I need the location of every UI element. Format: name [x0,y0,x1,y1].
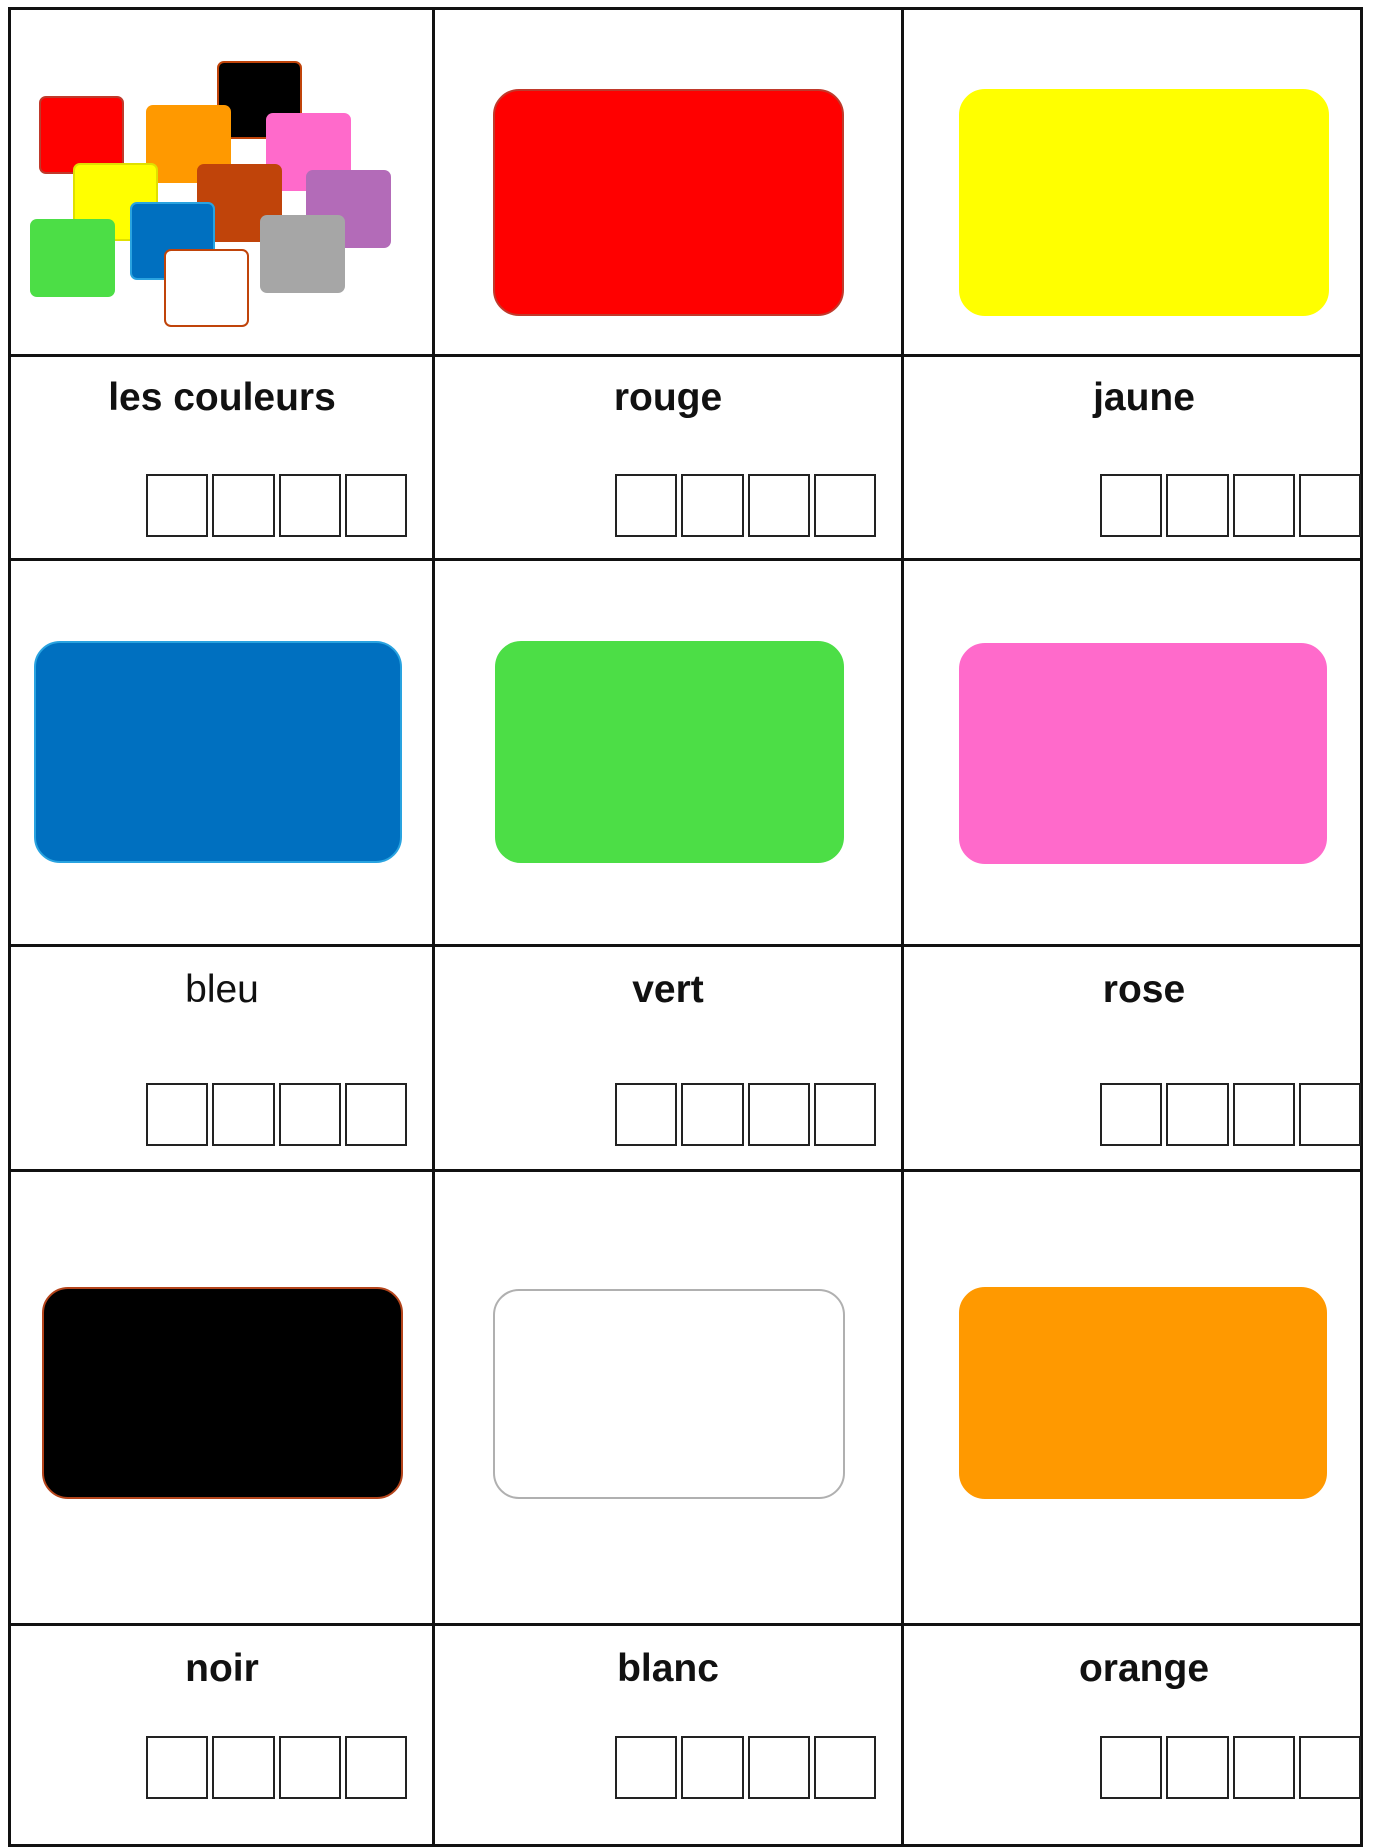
column-divider [432,7,435,1847]
color-swatch-blanc [493,1289,845,1499]
card-label-jaune: jaune [1093,376,1195,419]
letter-boxes [615,474,880,540]
letter-box [814,1736,876,1799]
letter-box [615,474,677,537]
color-swatch-vert [495,641,844,863]
color-swatch-jaune [959,89,1329,316]
row-divider [8,558,1363,561]
card-label-vert: vert [632,968,704,1011]
letter-boxes [1100,1083,1365,1149]
letter-box [345,1736,407,1799]
color-swatch-rose [959,643,1327,864]
letter-box [1233,1736,1295,1799]
letter-box [748,1083,810,1146]
letter-box [279,1736,341,1799]
card-label-blanc: blanc [617,1647,719,1690]
letter-box [1299,1083,1361,1146]
letter-box [681,474,743,537]
letter-box [814,474,876,537]
letter-box [146,474,208,537]
letter-box [279,1083,341,1146]
letter-box [1233,1083,1295,1146]
letter-box [345,1083,407,1146]
row-divider [8,1623,1363,1626]
collage-square-gray [260,215,345,293]
card-label-rouge: rouge [613,376,723,419]
card-label-orange: orange [1078,1647,1210,1690]
letter-box [681,1083,743,1146]
letter-boxes [146,1736,411,1802]
card-label-noir: noir [185,1647,259,1690]
column-divider [901,7,904,1847]
row-divider [8,944,1363,947]
letter-box [748,474,810,537]
card-label-les-couleurs: les couleurs [108,376,336,419]
letter-box [1100,1736,1162,1799]
row-divider [8,1169,1363,1172]
letter-box [748,1736,810,1799]
color-swatch-rouge [493,89,844,316]
colors-collage-image [20,50,420,340]
letter-box [615,1736,677,1799]
letter-box [1233,474,1295,537]
letter-box [1100,474,1162,537]
letter-box [212,1736,274,1799]
letter-box [1100,1083,1162,1146]
color-swatch-orange [959,1287,1327,1499]
row-divider [8,354,1363,357]
color-swatch-bleu [34,641,402,863]
letter-boxes [146,474,411,540]
letter-box [1299,474,1361,537]
letter-box [212,1083,274,1146]
letter-box [814,1083,876,1146]
letter-box [1299,1736,1361,1799]
letter-box [146,1083,208,1146]
card-label-bleu: bleu [185,968,259,1011]
letter-boxes [615,1736,880,1802]
collage-square-green [30,219,115,297]
letter-box [681,1736,743,1799]
letter-box [345,474,407,537]
letter-box [212,474,274,537]
letter-boxes [1100,1736,1365,1802]
letter-boxes [615,1083,880,1149]
letter-box [146,1736,208,1799]
collage-square-white [164,249,249,327]
letter-boxes [146,1083,411,1149]
letter-box [1166,1736,1228,1799]
letter-boxes [1100,474,1365,540]
letter-box [615,1083,677,1146]
color-swatch-noir [42,1287,403,1499]
letter-box [1166,474,1228,537]
letter-box [279,474,341,537]
card-label-rose: rose [1102,968,1186,1011]
letter-box [1166,1083,1228,1146]
